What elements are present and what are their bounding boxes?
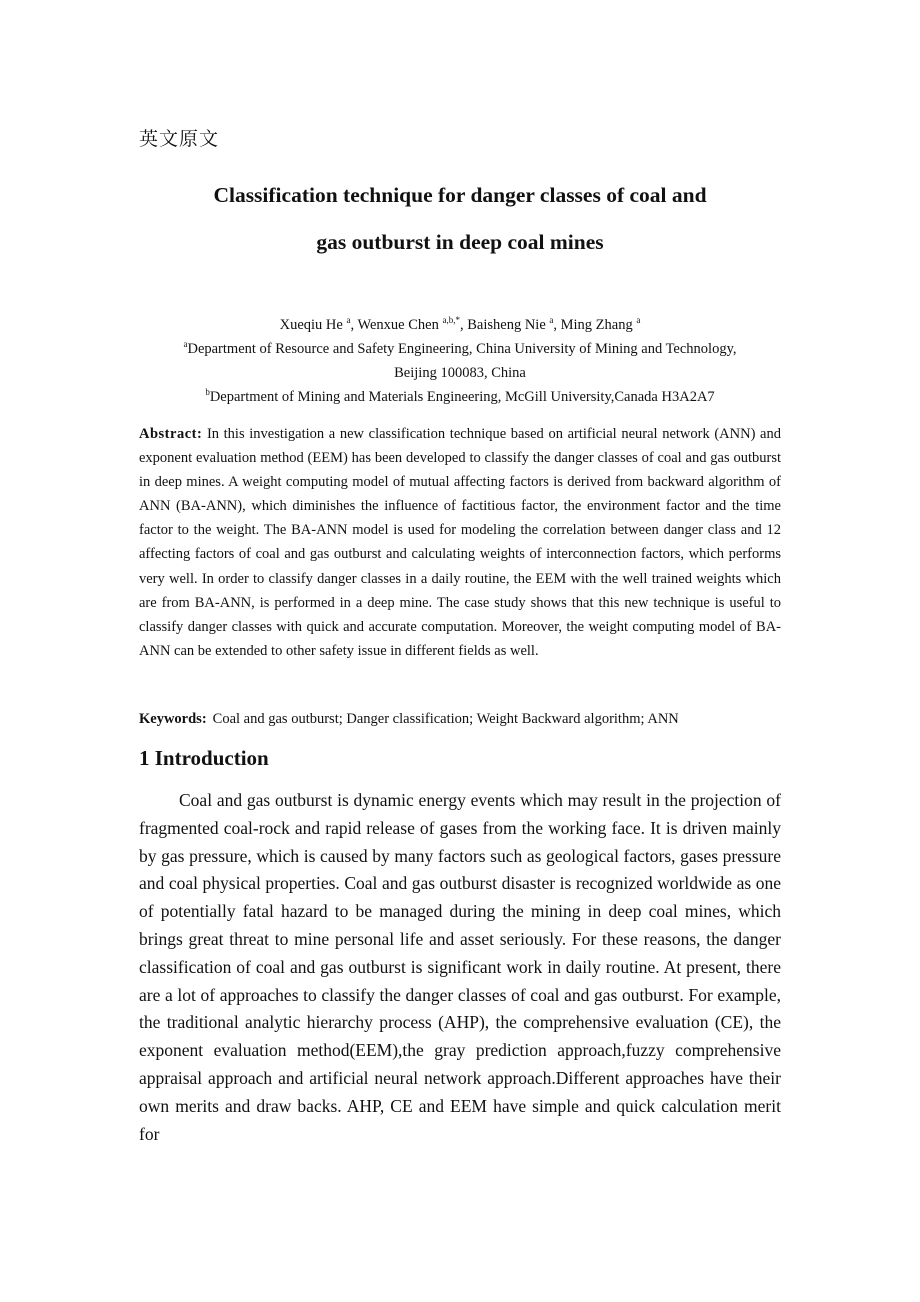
author-affiliation-mark: a — [549, 315, 554, 325]
author-list: Xueqiu He $^a$, Wenxue Chen $^{a,b,*}$, Baisheng Nie $^a$, Ming Zhang $^a$ — [279, 315, 641, 333]
author-name: Xueqiu He — [279, 317, 343, 333]
keywords-text: Coal and gas outburst; Danger classification; Weight Backward algorithm; ANN — [212, 711, 679, 727]
affiliation-mark: b — [205, 387, 210, 397]
author-name: Ming Zhang — [560, 317, 633, 333]
author-name: Baisheng Nie — [467, 317, 546, 333]
introduction-heading: 1 Introduction — [139, 746, 269, 770]
keywords — [139, 711, 799, 728]
author-affiliation-mark: a,b,* — [442, 315, 460, 325]
affiliation-a-line-2: Beijing 100083, China — [394, 365, 526, 381]
affiliation-text: Department of Resource and Safety Engineering, China University of Mining and Technology, — [187, 341, 737, 357]
abstract-label: Abstract: — [139, 426, 203, 442]
author-affiliation-mark: a — [346, 315, 351, 325]
affiliation-mark: a — [183, 339, 188, 349]
keywords-label: Keywords: — [139, 711, 207, 727]
affiliation-text: Department of Mining and Materials Engineering, McGill University,Canada H3A2A7 — [209, 389, 715, 405]
author-name: Wenxue Chen — [357, 317, 439, 333]
abstract — [139, 422, 781, 663]
affiliation-b — [120, 389, 800, 406]
abstract-text: In this investigation a new classification technique based on artificial neural network (ANN) and exponent evaluation method (EEM) has been developed to classify the danger classes of coal and gas outburst in deep mines. A weight computing model of mutual affecting factors is derived from backward algorithm of ANN (BA-ANN), which diminishes the influence of factitious factor, the environment factor and the time factor to the weight. The BA-ANN model is used for modeling the correlation between danger class and 12 affecting factors of coal and gas outburst and calculating weights of interconnection factors, which performs very well. In order to classify danger classes in a daily routine, the EEM with the well trained weights which are from BA-ANN, is performed in a deep mine. The case study shows that this new technique is useful to classify danger classes with quick and accurate computation. Moreover, the weight computing model of BA-ANN can be extended to other safety issue in different fields as well. — [139, 426, 781, 659]
introduction-paragraph: Coal and gas outburst is dynamic energy events which may result in the projection of fragmented coal-rock and rapid release of gases from the working face. It is driven mainly by gas pressure, which is caused by many factors such as geological factors, gases pressure and coal physical properties. Coal and gas outburst disaster is recognized worldwide as one of potentially fatal hazard to be managed during the mining in deep coal mines, which brings great threat to mine personal life and asset seriously. For these reasons, the danger classification of coal and gas outburst is significant work in daily routine. At present, there are a lot of approaches to classify the danger classes of coal and gas outburst. For example, the traditional analytic hierarchy process (AHP), the comprehensive evaluation (CE), the exponent evaluation method(EEM),the gray prediction approach,fuzzy comprehensive appraisal approach and artificial neural network approach.Different approaches have their own merits and draw backs. AHP, CE and EEM have simple and quick calculation merit for — [139, 790, 781, 1144]
paper-title-line-2: gas outburst in deep coal mines — [316, 230, 604, 254]
paper-title-line-1: Classification technique for danger classes of coal and — [213, 183, 707, 207]
author-affiliation-mark: a — [636, 315, 641, 325]
affiliation-a-line-1 — [120, 341, 800, 358]
section-heading: 英文原文 — [139, 128, 220, 150]
